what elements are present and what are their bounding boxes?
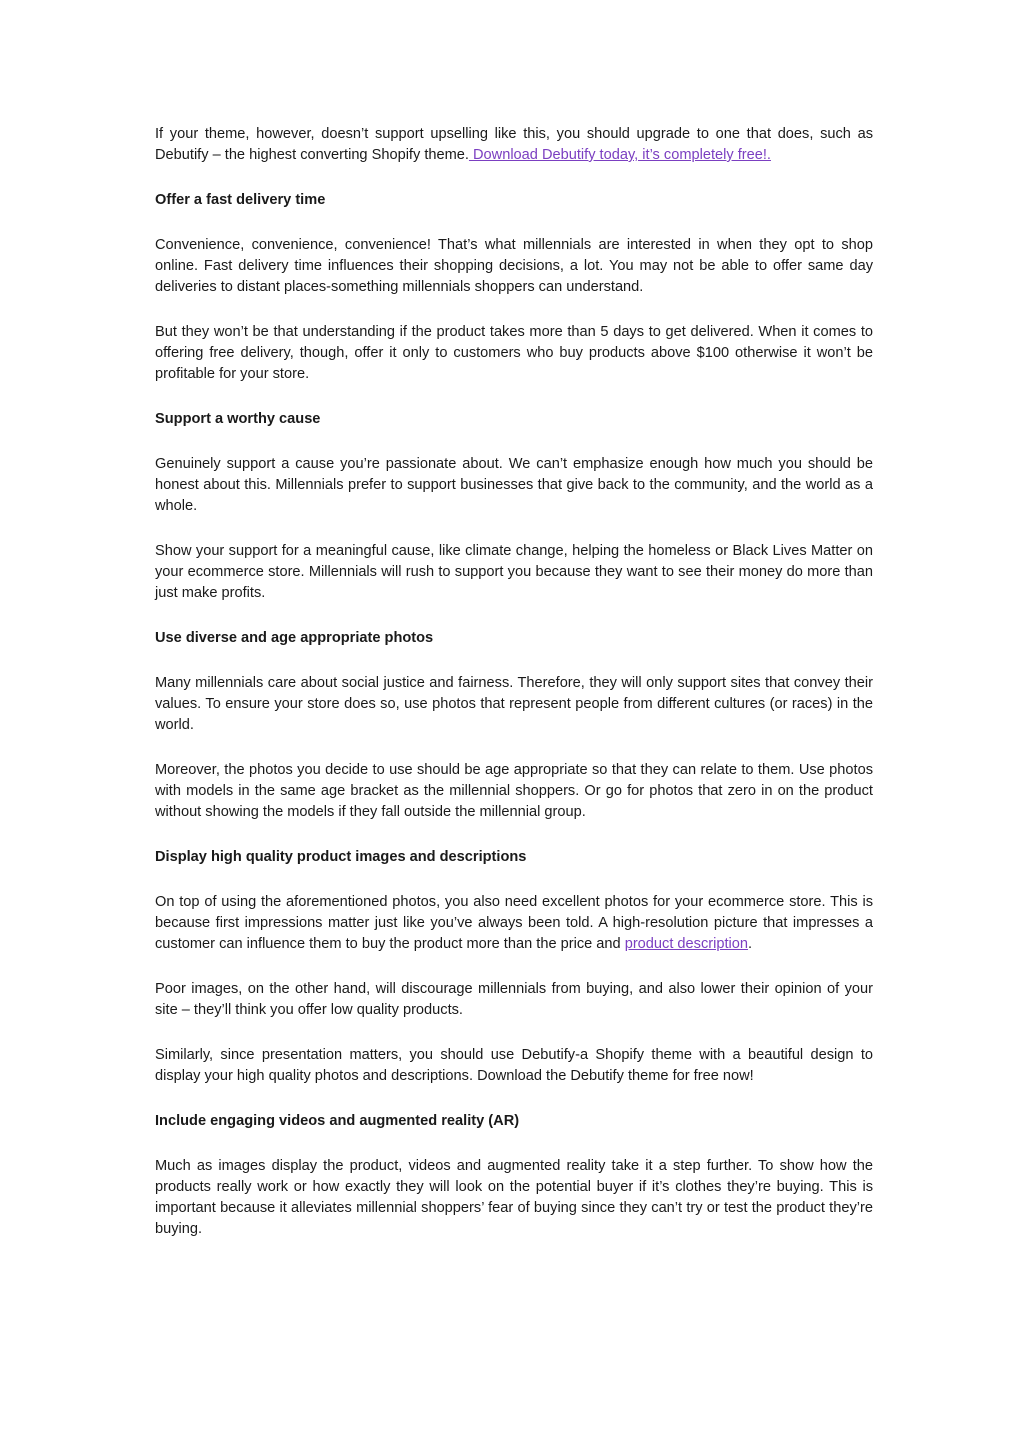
- paragraph-text: .: [748, 936, 753, 952]
- body-paragraph: Much as images display the product, videos and augmented reality take it a step further. To show how the products really work or how exactly they will look on the potential buyer if it’s clothes they’re buying. This is important because it alleviates millennial shoppers’ fear of buying since they can’t try or test the product they’re buying.: [155, 1158, 873, 1237]
- section-heading: Display high quality product images and descriptions: [155, 849, 527, 865]
- body-paragraph: Genuinely support a cause you’re passionate about. We can’t emphasize enough how much you should be honest about this. Millennials prefer to support businesses that give back to the community, and the world as a whole.: [155, 456, 873, 514]
- section-heading: Support a worthy cause: [155, 411, 321, 427]
- section-heading: Include engaging videos and augmented reality (AR): [155, 1113, 520, 1129]
- body-paragraph: [155, 892, 873, 955]
- intro-paragraph: [155, 124, 873, 166]
- intro-text: If your theme, however, doesn’t support upselling like this, you should upgrade to one that does, such as Debutify – the highest converting Shopify theme.: [155, 126, 873, 163]
- body-paragraph: Poor images, on the other hand, will discourage millennials from buying, and also lower their opinion of your site – they’ll think you offer low quality products.: [155, 981, 873, 1018]
- section-heading: Use diverse and age appropriate photos: [155, 630, 434, 646]
- document-page: [155, 124, 873, 1264]
- body-paragraph: But they won’t be that understanding if the product takes more than 5 days to get delivered. When it comes to offering free delivery, though, offer it only to customers who buy products above $100 otherwise it won’t be profitable for your store.: [155, 324, 873, 382]
- section-heading: Offer a fast delivery time: [155, 192, 326, 208]
- product-description-link[interactable]: product description: [624, 936, 749, 952]
- paragraph-text: On top of using the aforementioned photos, you also need excellent photos for your ecommerce store. This is because first impressions matter just like you’ve always been told. A high-resolution picture that impresses a customer can influence them to buy the product more than the price and: [155, 894, 873, 952]
- body-paragraph: Moreover, the photos you decide to use should be age appropriate so that they can relate to them. Use photos with models in the same age bracket as the millennial shoppers. Or go for photos that zero in on the product without showing the models if they fall outside the millennial group.: [155, 762, 873, 820]
- body-paragraph: Convenience, convenience, convenience! That’s what millennials are interested in when they opt to shop online. Fast delivery time influences their shopping decisions, a lot. You may not be able to offer same day deliveries to distant places-something millennials shoppers can understand.: [155, 237, 873, 295]
- download-debutify-link[interactable]: Download Debutify today, it’s completely free!.: [468, 147, 771, 163]
- body-paragraph: Similarly, since presentation matters, you should use Debutify-a Shopify theme with a beautiful design to display your high quality photos and descriptions. Download the Debutify theme for free now!: [155, 1047, 873, 1084]
- body-paragraph: Many millennials care about social justice and fairness. Therefore, they will only support sites that convey their values. To ensure your store does so, use photos that represent people from different cultures (or races) in the world.: [155, 675, 873, 733]
- body-paragraph: Show your support for a meaningful cause, like climate change, helping the homeless or Black Lives Matter on your ecommerce store. Millennials will rush to support you because they want to see their money do more than just make profits.: [155, 543, 873, 601]
